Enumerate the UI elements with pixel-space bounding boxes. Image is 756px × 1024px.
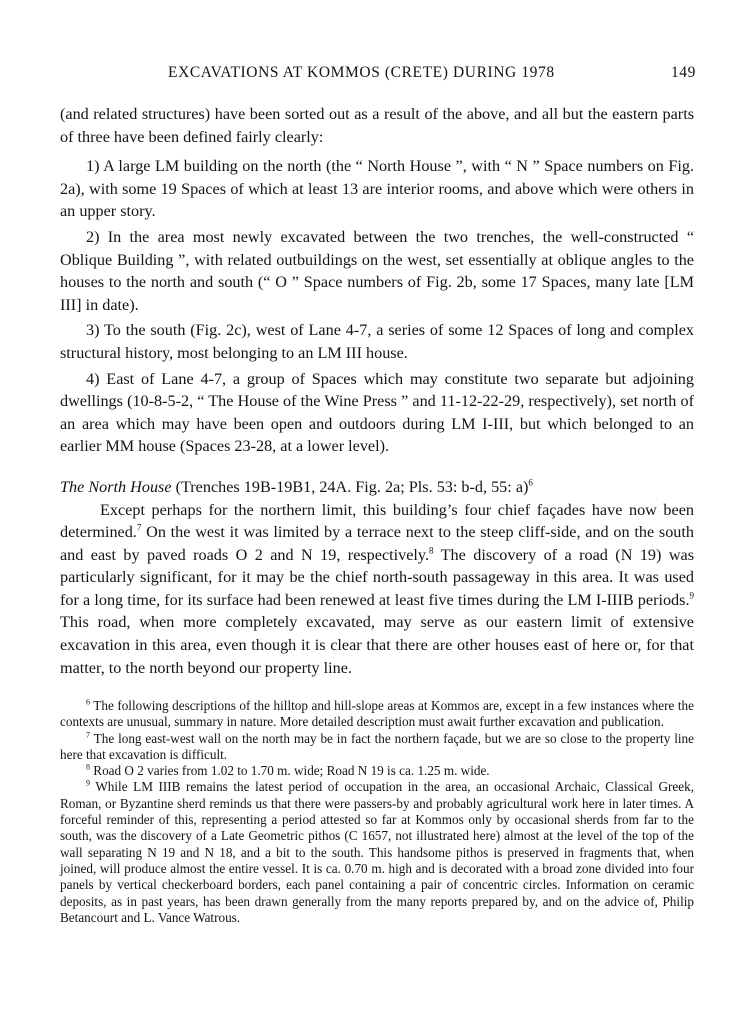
list-item: 1) A large LM building on the north (the “ North House ”, with “ N ” Space numbers on Fig. 2a), with some 19 Spaces of which at least 13 are interior rooms, and above which were others in an upper story.	[60, 157, 694, 221]
body-text	[60, 103, 694, 679]
footnote-mark: 9	[86, 779, 90, 789]
footnote-mark: 8	[86, 762, 90, 772]
footnote	[60, 731, 694, 764]
paragraph-text: On the west it was limited by a terrace next to the steep cliff-side, and on the south and east by paved roads O 2 and N 19, respectively.	[60, 523, 694, 564]
footnotes	[60, 698, 694, 926]
footnote-ref: 9	[689, 590, 694, 601]
footnote-mark: 6	[86, 697, 90, 707]
footnote-ref: 6	[528, 477, 533, 488]
footnote	[60, 779, 694, 926]
list-item: 3) To the south (Fig. 2c), west of Lane 4-7, a series of some 12 Spaces of long and complex structural history, most belonging to an LM III house.	[60, 321, 694, 362]
list-item: 2) In the area most newly excavated between the two trenches, the well-constructed “ Oblique Building ”, with related outbuildings on the west, set essentially at oblique angles to the houses to the north and south (“ O ” Space numbers of Fig. 2b, some 17 Spaces, many late [LM III] in date).	[60, 227, 694, 314]
paragraph-text: This road, when more completely excavated, may serve as our eastern limit of extensive excavation in this area, even though it is clear that there are other houses east of here or, for that matter, to the north beyond our property line.	[60, 613, 694, 677]
paragraph-text: The discovery of a road (N 19) was particularly significant, for it may be the chief north-south passageway in this area. It was used for a long time, for its surface had been renewed at least five times during the LM I-IIIB periods.	[60, 545, 694, 609]
section-heading	[60, 476, 694, 499]
footnote-ref: 8	[429, 545, 434, 556]
footnote	[60, 763, 694, 779]
footnote-text: The long east-west wall on the north may be in fact the northern façade, but we are so close to the property line here that excavation is difficult.	[60, 730, 694, 762]
footnote-text: While LM IIIB remains the latest period of occupation in the area, an occasional Archaic, Classical Greek, Roman, or Byzantine sherd reminds us that there were passers-by and probably agricultural work here in later times. A forceful reminder of this, representing a period attested so far at Kommos only by occasional sherds from far to the south, was the discovery of a Late Geometric pithos (C 1657, not illustrated here) almost at the level of the top of the wall separating N 19 and N 18, and a bit to the south. This handsome pithos is preserved in fragments that, when joined, will produce almost the entire vessel. It is ca. 0.70 m. high and is decorated with a broad zone divided into four panels by vertical checkerboard borders, each panel containing a pair of concentric circles. Information on ceramic deposits, as in past years, has been drawn generally from the many reports prepared by, and on the advice of, Philip Betancourt and L. Vance Watrous.	[60, 779, 694, 925]
section-paragraph	[60, 499, 694, 680]
page-number: 149	[670, 64, 696, 81]
footnote-text: The following descriptions of the hilltop and hill-slope areas at Kommos are, except in a few instances where the contexts are unusual, summary in nature. More detailed description must await further excavation and publication.	[60, 698, 694, 730]
footnote-mark: 7	[86, 730, 90, 740]
footnote	[60, 698, 694, 731]
intro-paragraph: (and related structures) have been sorted out as a result of the above, and all but the eastern parts of three have been defined fairly clearly:	[60, 105, 694, 146]
list-item: 4) East of Lane 4-7, a group of Spaces which may constitute two separate but adjoining dwellings (10-8-5-2, “ The House of the Wine Press ” and 11-12-22-29, respectively), set north of an area which may have been open and outdoors during LM I-III, but which belonged to an earlier MM house (Spaces 23-28, at a lower level).	[60, 369, 694, 456]
section-heading-title: The North House	[60, 477, 172, 496]
running-head-title: EXCAVATIONS AT KOMMOS (CRETE) DURING 1978	[168, 64, 555, 81]
paragraph-text: Except perhaps for the northern limit, this building’s four chief façades have now been determined.	[60, 500, 694, 542]
footnote-ref: 7	[136, 522, 142, 533]
footnote-text: Road O 2 varies from 1.02 to 1.70 m. wide; Road N 19 is ca. 1.25 m. wide.	[90, 763, 490, 779]
running-head	[60, 64, 696, 86]
section-heading-refs: (Trenches 19B-19B1, 24A. Fig. 2a; Pls. 53: b-d, 55: a)	[171, 477, 529, 496]
